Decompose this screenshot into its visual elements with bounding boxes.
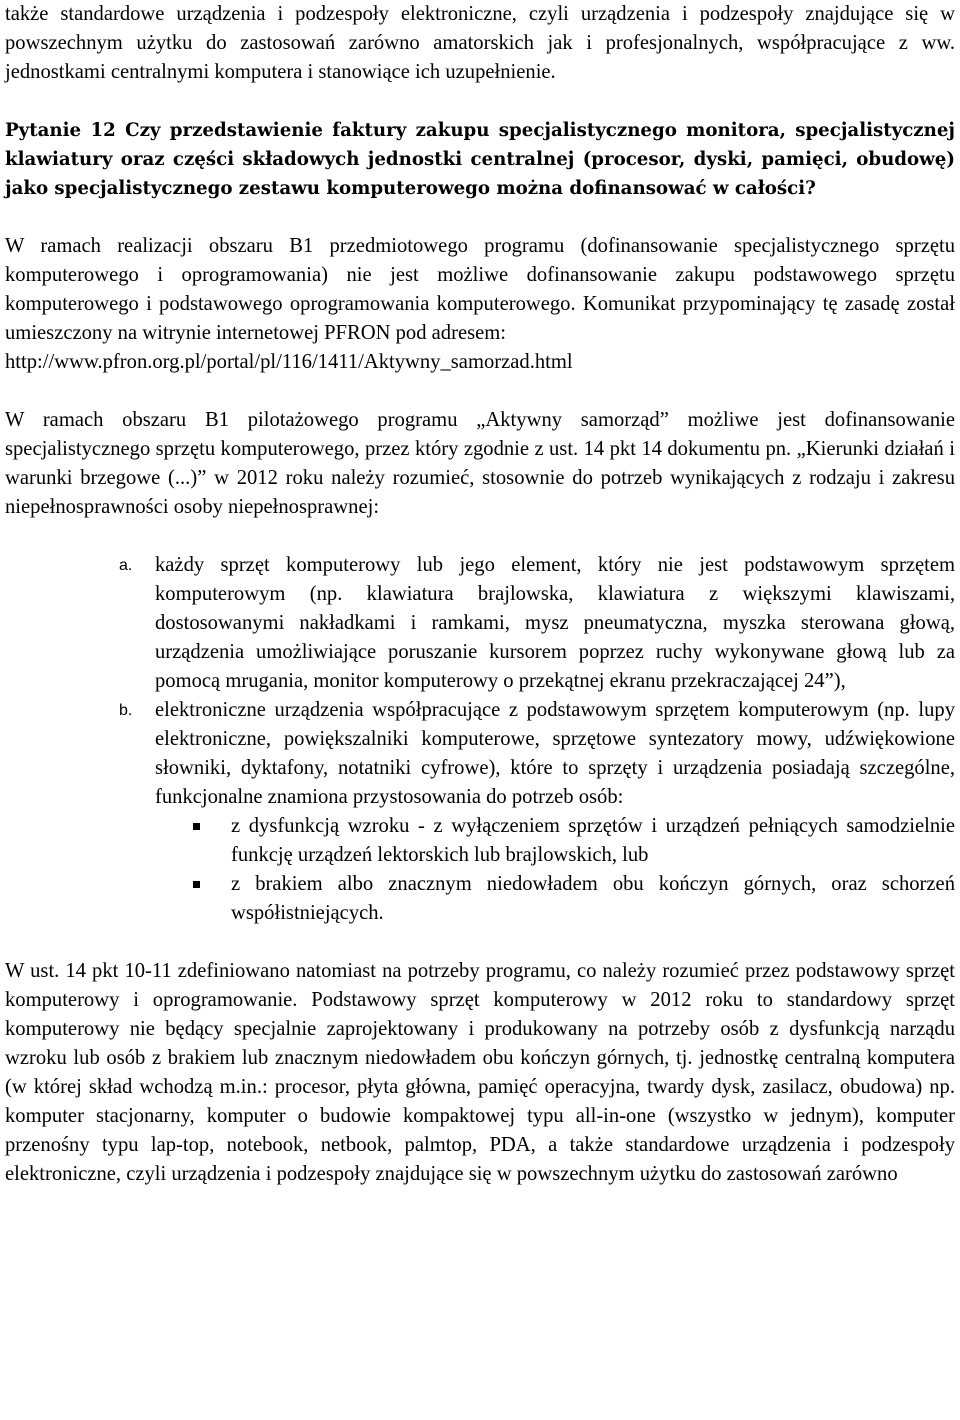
list-item-b-text: elektroniczne urządzenia współpracujące z podstawowym sprzętem komputerowym (np. lupy elektroniczne, powiększalniki komputerowe, sprzętowe syntezatory mowy, udźwiękowione słowniki, dyktafony, notatniki cyfrowe), które to sprzęty i urządzenia posiadają szczególne, funkcjonalne znamiona przystosowania do potrzeb osób: bbox=[155, 699, 955, 808]
answer-paragraph-1-text: W ramach realizacji obszaru B1 przedmiotowego programu (dofinansowanie specjalistycznego sprzętu komputerowego i oprogramowania) nie jest możliwe dofinansowanie zakupu podstawowego sprzętu komputerowego i podstawowego oprogramowania komputerowego. Komunikat przypominający tę zasadę został umieszczony na witrynie internetowej PFRON pod adresem: bbox=[5, 235, 955, 344]
sublist-item-visual bbox=[155, 812, 955, 870]
answer-paragraph-3: W ust. 14 pkt 10-11 zdefiniowano natomiast na potrzeby programu, co należy rozumieć przez podstawowy sprzęt komputerowy i oprogramowanie. Podstawowy sprzęt komputerowy w 2012 roku to standardowy sprzęt komputerowy nie będący specjalnie zaprojektowany i produkowany na potrzeby osób z dysfunkcją narządu wzroku lub osób z brakiem lub znacznym niedowładem obu kończyn górnych, tj. jednostkę centralną komputera (w której skład wchodzą m.in.: procesor, płyta główna, pamięć operacyjna, twardy dysk, zasilacz, obudowa) np. komputer stacjonarny, komputer o budowie kompaktowej typu all-in-one (wszystko w jednym), komputer przenośny typu lap-top, notebook, netbook, palmtop, PDA, a także standardowe urządzenia i podzespoły elektroniczne, czyli urządzenia i podzespoły znajdujące się w powszechnym użytku do zastosowań zarówno bbox=[5, 960, 955, 1185]
list-item-a bbox=[5, 551, 955, 696]
answer-paragraph-2: W ramach obszaru B1 pilotażowego programu „Aktywny samorząd” możliwe jest dofinansowanie specjalistycznego sprzętu komputerowego, przez który zgodnie z ust. 14 pkt 14 dokumentu pn. „Kierunki działań i warunki brzegowe (...)” w 2012 roku należy rozumieć, stosownie do potrzeb wynikających z rodzaju i zakresu niepełnosprawności osoby niepełnosprawnej: bbox=[5, 409, 955, 518]
question-12-heading: Pytanie 12 Czy przedstawienie faktury zakupu specjalistycznego monitora, specjalistycznej klawiatury oraz części składowych jednostki centralnej (procesor, dyski, pamięci, obudowę) jako specjalistycznego zestawu komputerowego można dofinansować w całości? bbox=[5, 120, 955, 199]
equipment-list bbox=[5, 551, 955, 928]
answer-paragraph-1 bbox=[5, 232, 955, 377]
sublist-item-limbs bbox=[155, 870, 955, 928]
paragraph-fragment-top: także standardowe urządzenia i podzespoły elektroniczne, czyli urządzenia i podzespoły znajdujące się w powszechnym użytku do zastosowań zarówno amatorskich jak i profesjonalnych, współpracujące z ww. jednostkami centralnymi komputera i stanowiące ich uzupełnienie. bbox=[5, 3, 955, 83]
list-item-a-text: każdy sprzęt komputerowy lub jego element, który nie jest podstawowym sprzętem komputerowym (np. klawiatura brajlowska, klawiatura z większymi klawiszami, dostosowanymi nakładkami i ramkami, mysz pneumatyczna, myszka sterowana głową, urządzenia umożliwiające poruszanie kursorem poprzez ruchy wykonywane głową lub za pomocą mrugania, monitor komputerowy o przekątnej ekranu przekraczającej 24”), bbox=[155, 554, 955, 692]
document-page bbox=[5, 0, 955, 1189]
pfron-url-link[interactable]: http://www.pfron.org.pl/portal/pl/116/1411/Aktywny_samorzad.html bbox=[5, 351, 573, 373]
list-item-b bbox=[5, 696, 955, 928]
sublist-item-limbs-text: z brakiem albo znacznym niedowładem obu kończyn górnych, oraz schorzeń współistniejących. bbox=[231, 873, 955, 924]
list-marker-a: a. bbox=[119, 557, 133, 574]
sublist-item-visual-text: z dysfunkcją wzroku - z wyłączeniem sprzętów i urządzeń pełniących samodzielnie funkcję urządzeń lektorskich lub brajlowskich, lub bbox=[231, 815, 955, 866]
disability-sublist bbox=[155, 812, 955, 928]
list-marker-b: b. bbox=[119, 702, 133, 719]
square-bullet-icon bbox=[193, 881, 200, 888]
square-bullet-icon bbox=[193, 823, 200, 830]
